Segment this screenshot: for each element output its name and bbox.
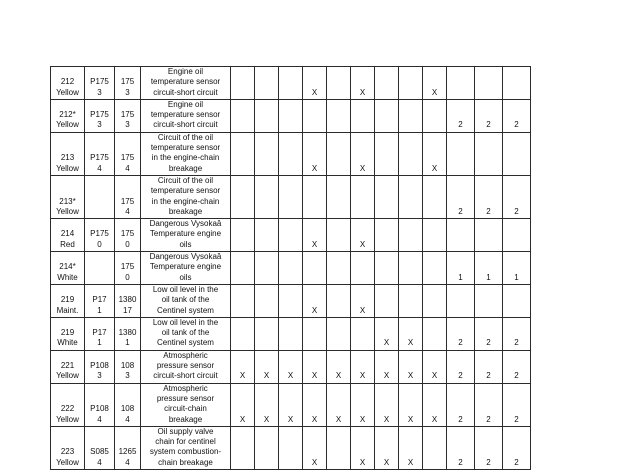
pcode-cell-line: P17 bbox=[92, 295, 107, 305]
code-cell bbox=[51, 219, 85, 252]
pcode-cell-line: P175 bbox=[90, 77, 109, 87]
description-cell bbox=[141, 383, 231, 426]
code-cell-line: Yellow bbox=[56, 87, 79, 97]
mark-cell bbox=[255, 426, 279, 469]
mark-cell bbox=[303, 99, 327, 132]
table-body bbox=[51, 67, 531, 470]
mark-cell bbox=[231, 426, 255, 469]
description-cell-line: Dangerous Vysokaâ bbox=[149, 252, 222, 262]
description-cell-line: Circuit of the oil bbox=[157, 175, 214, 185]
mark-cell bbox=[375, 252, 399, 285]
number-cell-line: 175 bbox=[120, 262, 135, 272]
pcode-cell-line: P108 bbox=[90, 404, 109, 414]
mark-cell: 2 bbox=[475, 426, 503, 469]
code-cell-line: Yellow bbox=[56, 371, 79, 381]
mark-cell bbox=[279, 99, 303, 132]
mark-cell: 2 bbox=[447, 175, 475, 218]
mark-cell: 2 bbox=[503, 175, 531, 218]
mark-cell bbox=[279, 219, 303, 252]
mark-cell bbox=[255, 99, 279, 132]
number-cell bbox=[115, 252, 141, 285]
description-cell-line: chain breakage bbox=[158, 457, 213, 467]
mark-cell bbox=[303, 317, 327, 350]
mark-cell: X bbox=[399, 317, 423, 350]
pcode-cell bbox=[85, 99, 115, 132]
mark-cell: X bbox=[327, 350, 351, 383]
mark-cell: X bbox=[423, 383, 447, 426]
code-cell-line: Maint. bbox=[56, 305, 79, 315]
mark-cell: X bbox=[399, 350, 423, 383]
mark-cell: 2 bbox=[475, 99, 503, 132]
description-cell bbox=[141, 350, 231, 383]
table-row bbox=[51, 99, 531, 132]
number-cell bbox=[115, 426, 141, 469]
code-cell bbox=[51, 317, 85, 350]
code-cell bbox=[51, 67, 85, 100]
mark-cell bbox=[279, 252, 303, 285]
mark-cell: X bbox=[231, 350, 255, 383]
description-cell-line: circuit-short circuit bbox=[153, 87, 218, 97]
description-cell bbox=[141, 317, 231, 350]
pcode-cell-line: 4 bbox=[97, 414, 102, 424]
mark-cell bbox=[399, 132, 423, 175]
pcode-cell bbox=[85, 383, 115, 426]
description-cell bbox=[141, 252, 231, 285]
number-cell-line: 1380 bbox=[118, 295, 137, 305]
code-cell-line: White bbox=[57, 272, 78, 282]
mark-cell: X bbox=[375, 383, 399, 426]
mark-cell: X bbox=[375, 350, 399, 383]
mark-cell: X bbox=[255, 383, 279, 426]
mark-cell bbox=[399, 284, 423, 317]
mark-cell bbox=[327, 175, 351, 218]
description-cell-line: breakage bbox=[168, 414, 203, 424]
mark-cell: 2 bbox=[503, 426, 531, 469]
number-cell-line: 4 bbox=[125, 457, 130, 467]
number-cell-line: 4 bbox=[125, 206, 130, 216]
mark-cell bbox=[375, 132, 399, 175]
code-cell bbox=[51, 383, 85, 426]
description-cell-line: system combustion- bbox=[149, 447, 222, 457]
mark-cell: X bbox=[375, 317, 399, 350]
mark-cell bbox=[255, 67, 279, 100]
description-cell-line: temperature sensor bbox=[150, 143, 221, 153]
number-cell-line: 0 bbox=[125, 272, 130, 282]
number-cell-line: 1265 bbox=[118, 447, 137, 457]
mark-cell bbox=[423, 317, 447, 350]
code-cell-line: White bbox=[57, 338, 78, 348]
mark-cell bbox=[279, 175, 303, 218]
number-cell-line: 1380 bbox=[118, 328, 137, 338]
code-cell-line: Yellow bbox=[56, 457, 79, 467]
description-cell bbox=[141, 284, 231, 317]
mark-cell bbox=[327, 252, 351, 285]
pcode-cell-line: P175 bbox=[90, 110, 109, 120]
mark-cell bbox=[231, 99, 255, 132]
mark-cell bbox=[351, 317, 375, 350]
number-cell-line: 4 bbox=[125, 414, 130, 424]
mark-cell bbox=[503, 67, 531, 100]
mark-cell: X bbox=[375, 426, 399, 469]
mark-cell: 2 bbox=[475, 350, 503, 383]
mark-cell bbox=[399, 67, 423, 100]
description-cell-line: chain for centinel bbox=[155, 437, 216, 447]
mark-cell bbox=[327, 132, 351, 175]
mark-cell bbox=[255, 132, 279, 175]
pcode-cell bbox=[85, 350, 115, 383]
number-cell-line: 108 bbox=[120, 361, 135, 371]
mark-cell: X bbox=[399, 383, 423, 426]
number-cell bbox=[115, 99, 141, 132]
code-cell bbox=[51, 175, 85, 218]
mark-cell: X bbox=[279, 350, 303, 383]
mark-cell bbox=[423, 175, 447, 218]
number-cell-line: 3 bbox=[125, 120, 130, 130]
mark-cell bbox=[231, 175, 255, 218]
description-cell-line: temperature sensor bbox=[150, 186, 221, 196]
mark-cell bbox=[255, 175, 279, 218]
mark-cell bbox=[351, 252, 375, 285]
mark-cell: X bbox=[351, 132, 375, 175]
pcode-cell-line: P175 bbox=[90, 153, 109, 163]
mark-cell: X bbox=[303, 219, 327, 252]
number-cell-line: 108 bbox=[120, 404, 135, 414]
description-cell bbox=[141, 219, 231, 252]
mark-cell bbox=[375, 67, 399, 100]
pcode-cell-line: 3 bbox=[97, 87, 102, 97]
mark-cell: X bbox=[303, 132, 327, 175]
description-cell-line: oils bbox=[179, 239, 192, 249]
number-cell bbox=[115, 219, 141, 252]
code-cell-line: 222 bbox=[60, 404, 75, 414]
mark-cell bbox=[503, 132, 531, 175]
table-row bbox=[51, 350, 531, 383]
description-cell-line: temperature sensor bbox=[150, 110, 221, 120]
pcode-cell-line: 0 bbox=[97, 239, 102, 249]
description-cell-line: Engine oil bbox=[167, 67, 204, 76]
description-cell-line: oil tank of the bbox=[161, 328, 210, 338]
description-cell-line: Temperature engine bbox=[149, 229, 222, 239]
mark-cell: X bbox=[279, 383, 303, 426]
description-cell-line: Engine oil bbox=[167, 99, 204, 109]
mark-cell bbox=[399, 99, 423, 132]
description-cell-line: Centinel system bbox=[157, 305, 214, 315]
description-cell-line: breakage bbox=[168, 163, 203, 173]
pcode-cell-line: 3 bbox=[97, 120, 102, 130]
number-cell-line: 175 bbox=[120, 196, 135, 206]
description-cell-line: Temperature engine bbox=[149, 262, 222, 272]
mark-cell: 2 bbox=[503, 350, 531, 383]
code-cell-line: 219 bbox=[60, 295, 75, 305]
mark-cell bbox=[375, 219, 399, 252]
code-cell bbox=[51, 284, 85, 317]
mark-cell: X bbox=[423, 132, 447, 175]
description-cell-line: pressure sensor bbox=[156, 393, 215, 403]
number-cell bbox=[115, 175, 141, 218]
mark-cell bbox=[375, 99, 399, 132]
pcode-cell-line: P108 bbox=[90, 361, 109, 371]
mark-cell bbox=[503, 284, 531, 317]
description-cell-line: oils bbox=[179, 272, 192, 282]
mark-cell: X bbox=[399, 426, 423, 469]
mark-cell bbox=[279, 284, 303, 317]
mark-cell bbox=[231, 252, 255, 285]
mark-cell bbox=[303, 175, 327, 218]
pcode-cell bbox=[85, 284, 115, 317]
description-cell-line: oil tank of the bbox=[161, 295, 210, 305]
description-cell-line: Oil supply valve bbox=[157, 426, 214, 436]
mark-cell bbox=[399, 252, 423, 285]
pcode-cell-line: 1 bbox=[97, 305, 102, 315]
number-cell-line: 0 bbox=[125, 239, 130, 249]
number-cell-line: 3 bbox=[125, 371, 130, 381]
mark-cell: 2 bbox=[503, 317, 531, 350]
mark-cell bbox=[231, 67, 255, 100]
mark-cell bbox=[327, 317, 351, 350]
table-row bbox=[51, 219, 531, 252]
mark-cell bbox=[447, 67, 475, 100]
description-cell-line: Atmospheric bbox=[163, 350, 208, 360]
pcode-cell bbox=[85, 252, 115, 285]
mark-cell bbox=[475, 284, 503, 317]
code-cell bbox=[51, 252, 85, 285]
number-cell bbox=[115, 317, 141, 350]
mark-cell bbox=[399, 175, 423, 218]
code-cell-line: 223 bbox=[60, 447, 75, 457]
mark-cell: 2 bbox=[475, 383, 503, 426]
mark-cell bbox=[475, 132, 503, 175]
description-cell-line: circuit-chain bbox=[164, 404, 207, 414]
mark-cell bbox=[423, 99, 447, 132]
mark-cell: 2 bbox=[503, 383, 531, 426]
mark-cell bbox=[231, 132, 255, 175]
mark-cell bbox=[423, 426, 447, 469]
mark-cell bbox=[327, 219, 351, 252]
description-cell-line: pressure sensor bbox=[156, 361, 215, 371]
mark-cell bbox=[503, 219, 531, 252]
mark-cell bbox=[447, 219, 475, 252]
mark-cell bbox=[303, 252, 327, 285]
code-cell-line: 212* bbox=[59, 110, 76, 120]
mark-cell: X bbox=[423, 350, 447, 383]
description-cell-line: Atmospheric bbox=[163, 383, 208, 393]
mark-cell: X bbox=[303, 284, 327, 317]
description-cell-line: temperature sensor bbox=[150, 77, 221, 87]
number-cell-line: 3 bbox=[125, 87, 130, 97]
mark-cell: 2 bbox=[447, 350, 475, 383]
mark-cell bbox=[475, 67, 503, 100]
code-cell-line: Yellow bbox=[56, 414, 79, 424]
description-cell bbox=[141, 67, 231, 100]
description-cell-line: in the engine-chain bbox=[151, 153, 220, 163]
code-cell-line: 219 bbox=[60, 328, 75, 338]
table-row bbox=[51, 383, 531, 426]
mark-cell bbox=[327, 426, 351, 469]
number-cell-line: 1 bbox=[125, 338, 130, 348]
code-cell-line: 214 bbox=[60, 229, 75, 239]
pcode-cell bbox=[85, 426, 115, 469]
mark-cell bbox=[255, 284, 279, 317]
number-cell-line: 175 bbox=[120, 153, 135, 163]
table-row bbox=[51, 132, 531, 175]
mark-cell: 2 bbox=[447, 317, 475, 350]
mark-cell bbox=[351, 99, 375, 132]
mark-cell: 2 bbox=[447, 426, 475, 469]
pcode-cell-line: 3 bbox=[97, 371, 102, 381]
mark-cell bbox=[231, 284, 255, 317]
description-cell bbox=[141, 426, 231, 469]
fault-code-table bbox=[50, 66, 531, 470]
mark-cell bbox=[375, 175, 399, 218]
mark-cell bbox=[351, 175, 375, 218]
table-row bbox=[51, 175, 531, 218]
pcode-cell bbox=[85, 219, 115, 252]
number-cell-line: 17 bbox=[123, 305, 132, 315]
number-cell bbox=[115, 350, 141, 383]
code-cell-line: 212 bbox=[60, 77, 75, 87]
mark-cell bbox=[255, 317, 279, 350]
number-cell-line: 4 bbox=[125, 163, 130, 173]
table-row bbox=[51, 317, 531, 350]
number-cell-line: 175 bbox=[120, 229, 135, 239]
mark-cell bbox=[423, 252, 447, 285]
description-cell-line: Dangerous Vysokaâ bbox=[149, 219, 222, 229]
mark-cell: X bbox=[303, 383, 327, 426]
description-cell bbox=[141, 99, 231, 132]
pcode-cell-line: S085 bbox=[90, 447, 109, 457]
description-cell-line: Circuit of the oil bbox=[157, 132, 214, 142]
pcode-cell-line: P175 bbox=[90, 229, 109, 239]
pcode-cell-line: 4 bbox=[97, 163, 102, 173]
description-cell bbox=[141, 132, 231, 175]
table-row bbox=[51, 426, 531, 469]
mark-cell: X bbox=[351, 67, 375, 100]
mark-cell bbox=[327, 67, 351, 100]
code-cell-line: 214* bbox=[59, 262, 76, 272]
mark-cell: X bbox=[255, 350, 279, 383]
mark-cell: X bbox=[351, 383, 375, 426]
mark-cell: X bbox=[303, 67, 327, 100]
mark-cell: X bbox=[351, 284, 375, 317]
pcode-cell-line: P17 bbox=[92, 328, 107, 338]
mark-cell bbox=[327, 284, 351, 317]
description-cell-line: Centinel system bbox=[157, 338, 214, 348]
mark-cell: X bbox=[303, 426, 327, 469]
number-cell bbox=[115, 383, 141, 426]
mark-cell: X bbox=[303, 350, 327, 383]
description-cell-line: circuit-short circuit bbox=[153, 371, 218, 381]
mark-cell bbox=[375, 284, 399, 317]
mark-cell: X bbox=[423, 67, 447, 100]
table-row bbox=[51, 284, 531, 317]
mark-cell: 1 bbox=[503, 252, 531, 285]
code-cell bbox=[51, 426, 85, 469]
code-cell-line: 213* bbox=[59, 196, 76, 206]
mark-cell: 2 bbox=[447, 99, 475, 132]
number-cell-line: 175 bbox=[120, 77, 135, 87]
mark-cell bbox=[447, 132, 475, 175]
code-cell-line: Yellow bbox=[56, 206, 79, 216]
number-cell-line: 175 bbox=[120, 110, 135, 120]
description-cell-line: breakage bbox=[168, 206, 203, 216]
number-cell bbox=[115, 132, 141, 175]
mark-cell: X bbox=[351, 219, 375, 252]
code-cell bbox=[51, 132, 85, 175]
mark-cell: X bbox=[351, 350, 375, 383]
pcode-cell bbox=[85, 132, 115, 175]
table-row bbox=[51, 67, 531, 100]
mark-cell bbox=[327, 99, 351, 132]
mark-cell bbox=[255, 219, 279, 252]
description-cell-line: Low oil level in the bbox=[152, 284, 219, 294]
pcode-cell bbox=[85, 67, 115, 100]
code-cell bbox=[51, 99, 85, 132]
code-cell-line: Yellow bbox=[56, 163, 79, 173]
pcode-cell bbox=[85, 317, 115, 350]
pcode-cell-line: 1 bbox=[97, 338, 102, 348]
code-cell-line: Red bbox=[60, 239, 75, 249]
mark-cell: 1 bbox=[447, 252, 475, 285]
mark-cell: 1 bbox=[475, 252, 503, 285]
mark-cell bbox=[399, 219, 423, 252]
description-cell-line: Low oil level in the bbox=[152, 317, 219, 327]
mark-cell bbox=[279, 132, 303, 175]
mark-cell bbox=[231, 317, 255, 350]
number-cell bbox=[115, 67, 141, 100]
mark-cell bbox=[475, 219, 503, 252]
mark-cell bbox=[447, 284, 475, 317]
code-cell-line: Yellow bbox=[56, 120, 79, 130]
table-row bbox=[51, 252, 531, 285]
number-cell bbox=[115, 284, 141, 317]
description-cell bbox=[141, 175, 231, 218]
code-cell-line: 213 bbox=[60, 153, 75, 163]
mark-cell: 2 bbox=[475, 175, 503, 218]
mark-cell: 2 bbox=[503, 99, 531, 132]
mark-cell bbox=[279, 317, 303, 350]
description-cell-line: in the engine-chain bbox=[151, 196, 220, 206]
mark-cell bbox=[279, 426, 303, 469]
mark-cell bbox=[255, 252, 279, 285]
mark-cell bbox=[423, 284, 447, 317]
mark-cell: X bbox=[351, 426, 375, 469]
description-cell-line: circuit-short circuit bbox=[153, 120, 218, 130]
mark-cell: X bbox=[231, 383, 255, 426]
mark-cell bbox=[279, 67, 303, 100]
mark-cell: 2 bbox=[475, 317, 503, 350]
mark-cell: X bbox=[327, 383, 351, 426]
code-cell-line: 221 bbox=[60, 361, 75, 371]
mark-cell bbox=[423, 219, 447, 252]
pcode-cell bbox=[85, 175, 115, 218]
code-cell bbox=[51, 350, 85, 383]
pcode-cell-line: 4 bbox=[97, 457, 102, 467]
mark-cell: 2 bbox=[447, 383, 475, 426]
mark-cell bbox=[231, 219, 255, 252]
